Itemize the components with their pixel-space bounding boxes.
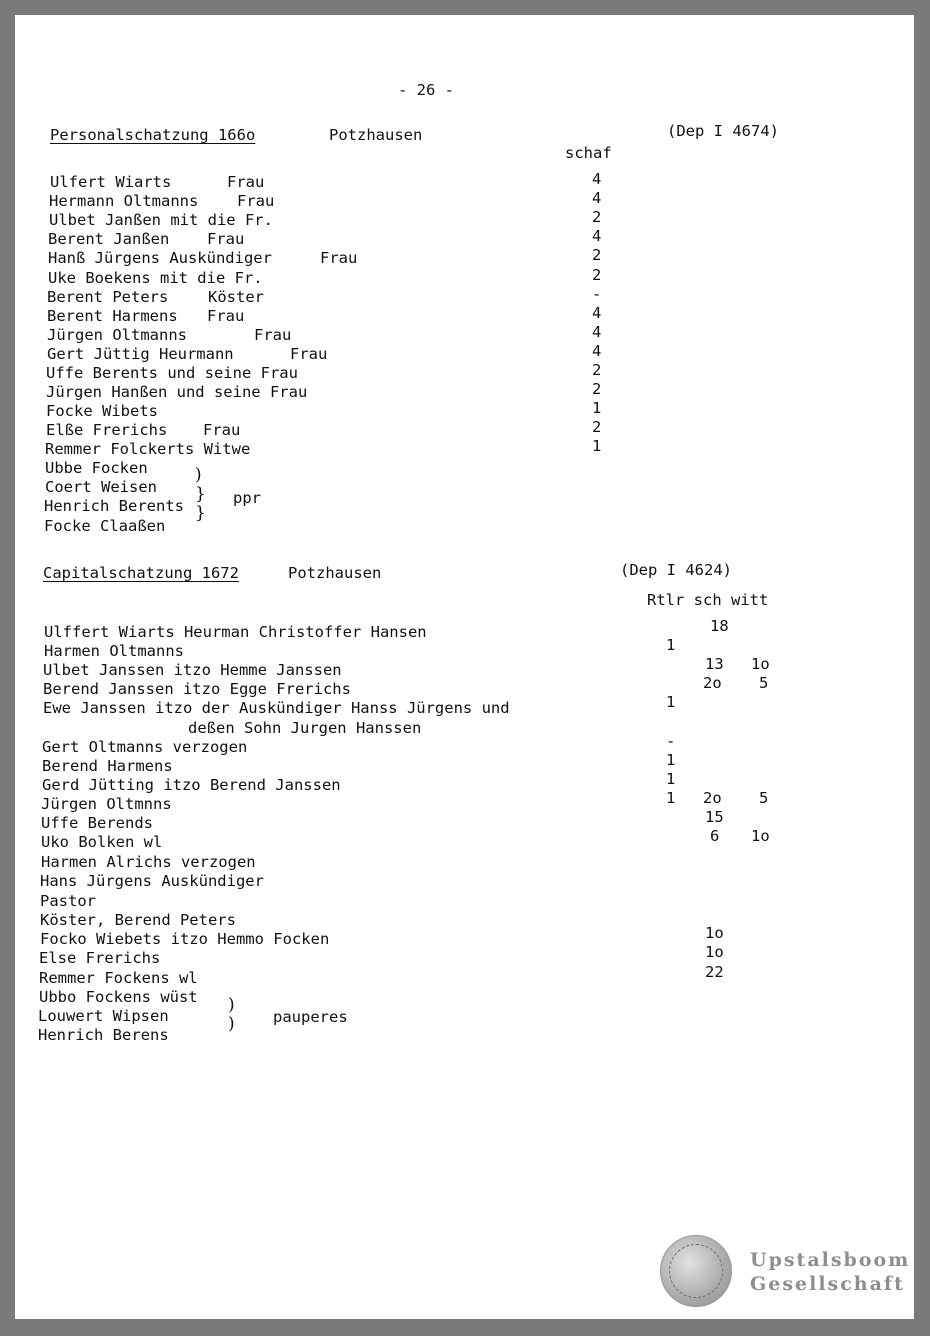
section1-group-label: ppr (233, 489, 261, 507)
section1-row-name: Gert Jüttig Heurmann (47, 344, 234, 363)
section1-row-name: Uffe Berents und seine Frau (46, 364, 298, 382)
section1-row-note: Frau (237, 192, 275, 211)
section2-row-witt: 1o (751, 827, 770, 845)
section1-row-value: 1 (592, 437, 602, 456)
section1-row-value: 2 (592, 265, 602, 284)
section2-row-sch: 6 (710, 827, 720, 845)
section1-row-value: 4 (592, 227, 602, 246)
section1-row-name: Remmer Folckerts Witwe (45, 440, 251, 459)
section1-ref: (Dep I 4674) (667, 122, 779, 140)
section1-row-value: 4 (592, 189, 602, 208)
section2-row-text: Harmen Oltmanns (44, 642, 184, 660)
watermark-line1: Upstalsboom (750, 1249, 911, 1271)
section1-row-note: Frau (207, 230, 245, 249)
section1-row-value: 2 (592, 208, 602, 227)
section2-row-rtlr: 1 (666, 636, 676, 654)
section1-row-name: Jürgen Oltmanns (47, 325, 187, 344)
section2-row-text: Harmen Alrichs verzogen (41, 853, 256, 871)
watermark-line2: Gesellschaft (750, 1273, 905, 1295)
section2-group-name: Henrich Berens (38, 1026, 169, 1045)
section1-group-name: Ubbe Focken (45, 459, 148, 477)
section2-row-text: Focko Wiebets itzo Hemmo Focken (40, 930, 330, 948)
section2-row-witt: 5 (759, 674, 769, 692)
section1-row-note: Frau (227, 173, 265, 191)
section2-row-witt: 1o (751, 655, 770, 673)
section1-group-name: Henrich Berents (44, 497, 184, 516)
section2-col-headers: Rtlr sch witt (647, 591, 769, 609)
section1-group-name: Focke Claaßen (44, 516, 166, 535)
section1-group-name: Coert Weisen (45, 478, 157, 497)
document-page (15, 15, 914, 1319)
section2-row-text: Gert Oltmanns verzogen (42, 738, 248, 756)
section1-row-name: Elße Frerichs (46, 421, 168, 440)
section1-row-name: Berent Janßen (48, 230, 170, 249)
brace-mark: } (195, 503, 206, 523)
section2-group-label: pauperes (273, 1008, 348, 1026)
section1-row-value: 2 (592, 246, 602, 265)
section1-row-value: 4 (592, 303, 602, 322)
section2-row-text: Jürgen Oltmnns (41, 795, 172, 813)
section1-row-name: Ulfert Wiarts (50, 173, 172, 191)
section2-row-text: deßen Sohn Jurgen Hanssen (188, 719, 422, 737)
brace-mark: ) (195, 465, 202, 485)
section2-row-rtlr: 1 (666, 751, 676, 769)
section1-col-header: schaf (565, 144, 612, 162)
section2-row-text: Uffe Berends (41, 814, 153, 832)
section2-row-text: Pastor (40, 892, 96, 910)
section1-row-value: 4 (592, 170, 602, 188)
section1-place: Potzhausen (329, 126, 423, 144)
section2-row-text: Remmer Fockens wl (39, 969, 198, 987)
section2-row-sch: 13 (705, 655, 724, 673)
section2-row-sch: 2o (703, 789, 722, 807)
section2-row-sch: 1o (705, 943, 724, 961)
section1-row-note: Frau (207, 306, 245, 325)
section2-row-sch: 18 (710, 617, 729, 635)
section2-row-text: Hans Jürgens Auskündiger (40, 872, 264, 890)
section2-place: Potzhausen (288, 564, 382, 582)
section1-row-value: 2 (592, 361, 602, 379)
section1-row-value: 4 (592, 341, 602, 360)
society-seal-icon (660, 1235, 732, 1307)
section1-row-value: 4 (592, 322, 602, 341)
section2-row-text: Ulbet Janssen itzo Hemme Janssen (43, 661, 342, 679)
section1-row-name: Hanß Jürgens Auskündiger (48, 249, 272, 268)
section2-row-text: Uko Bolken wl (41, 833, 163, 851)
section2-row-sch: 15 (705, 808, 724, 826)
section2-row-text: Else Frerichs (39, 949, 161, 967)
section2-row-text: Berend Janssen itzo Egge Frerichs (43, 680, 351, 698)
section1-row-name: Hermann Oltmanns (49, 192, 199, 211)
section2-group-name: Ubbo Fockens wüst (39, 988, 198, 1006)
section2-row-text: Köster, Berend Peters (40, 911, 236, 929)
section2-row-rtlr: - (666, 732, 676, 750)
section1-row-note: Frau (254, 325, 292, 344)
section2-row-sch: 2o (703, 674, 722, 692)
section1-row-note: Frau (203, 421, 241, 440)
section2-title: Capitalschatzung 1672 (43, 564, 239, 582)
brace-mark: } (195, 484, 206, 504)
section2-row-sch: 22 (705, 963, 724, 981)
section1-row-name: Focke Wibets (46, 402, 158, 421)
section1-row-note: Köster (208, 287, 264, 306)
section1-row-value: 2 (592, 380, 602, 399)
section2-row-witt: 5 (759, 789, 769, 807)
brace-mark: ) (228, 995, 235, 1015)
brace-mark: ) (228, 1014, 235, 1034)
section1-row-value: - (592, 284, 602, 303)
section2-row-text: Berend Harmens (42, 757, 173, 775)
section1-row-name: Berent Harmens (47, 306, 178, 325)
section2-row-text: Gerd Jütting itzo Berend Janssen (42, 776, 341, 794)
section1-row-name: Uke Boekens mit die Fr. (48, 268, 263, 287)
section1-row-value: 2 (592, 418, 602, 437)
section1-row-note: Frau (290, 344, 328, 363)
section1-title: Personalschatzung 166o (50, 126, 256, 144)
section1-row-value: 1 (592, 399, 602, 418)
section2-row-rtlr: 1 (666, 789, 676, 807)
section2-row-text: Ewe Janssen itzo der Auskündiger Hanss Jürgens und (43, 699, 510, 717)
section2-row-rtlr: 1 (666, 693, 676, 711)
section1-row-name: Jürgen Hanßen und seine Frau (46, 383, 308, 402)
section1-row-name: Ulbet Janßen mit die Fr. (49, 211, 273, 230)
section2-ref: (Dep I 4624) (620, 561, 732, 579)
page-number: - 26 - (398, 81, 454, 99)
section2-row-rtlr: 1 (666, 770, 676, 788)
section2-group-name: Louwert Wipsen (38, 1007, 169, 1026)
section2-row-sch: 1o (705, 924, 724, 942)
section2-row-text: Ulffert Wiarts Heurman Christoffer Hansen (44, 623, 427, 641)
section1-row-name: Berent Peters (47, 287, 169, 306)
section1-row-note: Frau (320, 249, 358, 268)
